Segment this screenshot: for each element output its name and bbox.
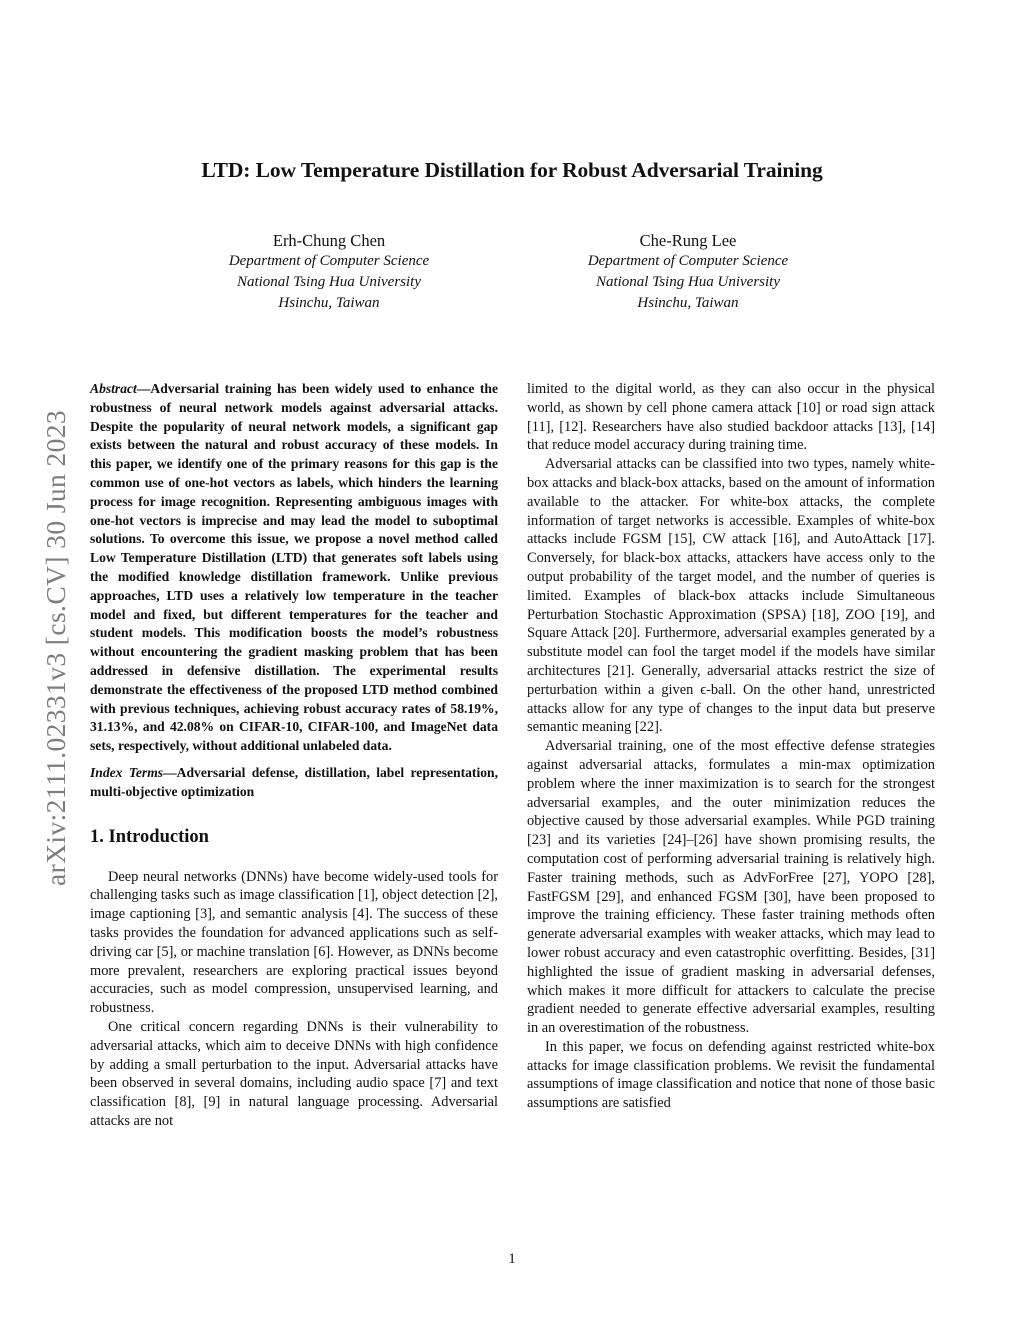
author-location: Hsinchu, Taiwan [637, 295, 739, 311]
section-heading: 1. Introduction [90, 826, 209, 847]
paragraph: Adversarial training, one of the most effective defense strategies against adversarial attacks, formulates a min-max optimization problem where the inner maximization is to search for the strongest adversarial examples, and the outer minimization reduces the objective caused by those adversarial examples. While PGD training [23] and its varieties [24]–[26] have shown promising results, the computation cost of performing adversarial training is relatively high. Faster training methods, such as AdvForFree [27], YOPO [28], FastFGSM [29], and enhanced FGSM [30], have been proposed to improve the training efficiency. These faster training methods often generate adversarial examples with weaker attacks, which may lead to lower robust accuracy and even catastrophic overfitting. Besides, [31] highlighted the issue of gradient masking in adversarial defenses, which makes it more difficult for attackers to calculate the precise gradient needed to generate effective adversarial examples, resulting in an overestimation of the robustness. [527, 738, 935, 1037]
author-department: Department of Computer Science [587, 253, 789, 269]
paragraph: In this paper, we focus on defending against restricted white-box attacks for image classification problems. We revisit the fundamental assumptions of image classification and notice that none of those basic assumptions are satisfied [527, 1038, 935, 1112]
paragraph: Deep neural networks (DNNs) have become widely-used tools for challenging tasks such as image classification [1], object detection [2], image captioning [3], and semantic analysis [4]. The success of these tasks provides the foundation for advanced applications such as self-driving car [5], or machine translation [6]. However, as DNNs become more prevalent, researchers are exploring practical issues beyond accuracies, such as model compression, unsupervised learning, and robustness. [90, 868, 498, 1017]
abstract-label: Abstract [90, 381, 137, 396]
author-department: Department of Computer Science [228, 253, 430, 269]
author-university: National Tsing Hua University [595, 274, 781, 290]
right-column [527, 380, 935, 1113]
paper-title: LTD: Low Temperature Distillation for Robust Adversarial Training [201, 158, 823, 182]
author-block-1 [149, 230, 509, 314]
abstract-text: —Adversarial training has been widely used to enhance the robustness of neural network models against adversarial attacks. Despite the popularity of neural network models, a significant gap exists between the natural and robust accuracy of these models. In this paper, we identify one of the primary reasons for this gap is the common use of one-hot vectors as labels, which hinders the learning process for image recognition. Representing ambiguous images with one-hot vectors is imprecise and may lead the model to suboptimal solutions. To overcome this issue, we propose a novel method called Low Temperature Distillation (LTD) that generates soft labels using the modified knowledge distillation framework. Unlike previous approaches, LTD uses a relatively low temperature in the teacher model and fixed, but different temperatures for the teacher and student models. This modification boosts the model’s robustness without encountering the gradient masking problem that has been addressed in defensive distillation. The experimental results demonstrate the effectiveness of the proposed LTD method combined with previous techniques, achieving robust accuracy rates of 58.19%, 31.13%, and 42.08% on CIFAR-10, CIFAR-100, and ImageNet data sets, respectively, without additional unlabeled data. [90, 381, 498, 754]
paragraph-continuation: limited to the digital world, as they can also occur in the physical world, as shown by cell phone camera attack [10] or road sign attack [11], [12]. Researchers have also studied backdoor attacks [13], [14] that reduce model accuracy during training time. [527, 381, 935, 454]
index-terms-text: —Adversarial defense, distillation, label representation, multi-objective optimization [90, 764, 498, 799]
author-name: Che-Rung Lee [639, 231, 737, 250]
author-name: Erh-Chung Chen [272, 231, 386, 250]
abstract [90, 380, 498, 756]
paragraph: One critical concern regarding DNNs is their vulnerability to adversarial attacks, which aim to deceive DNNs with high confidence by adding a small perturbation to the input. Adversarial attacks have been observed in several domains, including audio space [7] and text classification [8], [9] in natural language processing. Adversarial attacks are not [90, 1018, 498, 1129]
author-university: National Tsing Hua University [236, 274, 422, 290]
page-number: 1 [508, 1251, 516, 1267]
author-location: Hsinchu, Taiwan [278, 295, 380, 311]
left-column [90, 380, 498, 1131]
index-terms-label: Index Terms [90, 764, 164, 780]
index-terms [90, 764, 498, 802]
paragraph: Adversarial attacks can be classified into two types, namely white-box attacks and black-box attacks, based on the amount of information available to the attacker. For white-box attacks, the complete information of target networks is accessible. Examples of white-box attacks include FGSM [15], CW attack [16], and AutoAttack [17]. Conversely, for black-box attacks, attackers have access only to the output probability of the target model, and the number of queries is limited. Examples of black-box attacks include Simultaneous Perturbation Stochastic Approximation (SPSA) [18], ZOO [19], and Square Attack [20]. Furthermore, adversarial examples generated by a substitute model can fool the target model if the models have similar architectures [21]. Generally, adversarial attacks restrict the size of perturbation within a given ϵ-ball. On the other hand, unrestricted attacks allow for any type of changes to the input data but preserve semantic meaning [22]. [527, 456, 935, 736]
author-block-2 [508, 230, 868, 314]
arxiv-identifier: arXiv:2111.02331v3 [cs.CV] 30 Jun 2023 [40, 409, 71, 887]
